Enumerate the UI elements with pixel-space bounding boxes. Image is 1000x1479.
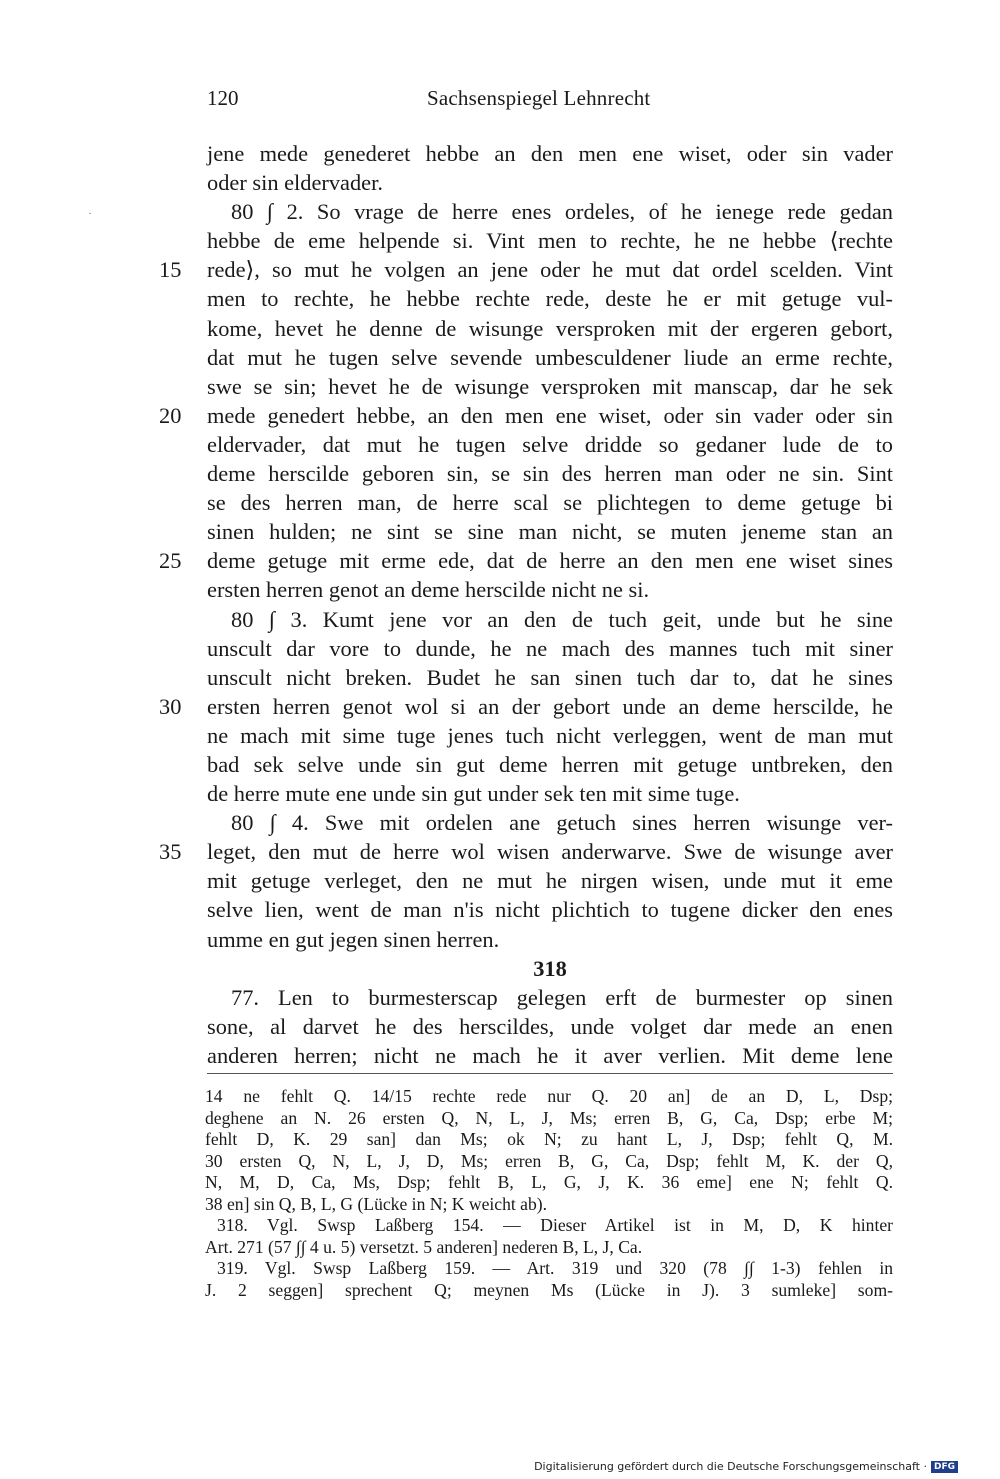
line-text: dat mut he tugen selve sevende umbesculdener liude an erme rechte,: [207, 344, 893, 370]
line-text: 80 ∫ 4. Swe mit ordelen ane getuch sines herren wisunge ver-: [231, 810, 893, 836]
line-text: ersten herren genot an deme herscilde nicht ne si.: [207, 577, 650, 603]
line-text: eldervader, dat mut he tugen selve dridde so gedaner lude de to: [207, 431, 893, 457]
text-line: [207, 663, 893, 692]
text-line: [207, 1012, 893, 1041]
line-text: oder sin eldervader.: [207, 170, 383, 196]
text-line: [207, 488, 893, 517]
text-line: [159, 692, 893, 721]
text-line: [207, 139, 893, 168]
line-text: 80 ∫ 3. Kumt jene vor an den de tuch geit, unde but he sine: [231, 606, 893, 632]
line-text: unscult dar vore to dunde, he ne mach des mannes tuch mit siner: [207, 635, 893, 661]
line-text: 77. Len to burmesterscap gelegen erft de burmester op sinen: [231, 984, 893, 1010]
line-text: sone, al darvet he des herscildes, unde volget dar mede an enen: [207, 1013, 893, 1039]
running-title: Sachsenspiegel Lehnrecht: [427, 86, 651, 110]
line-text: kome, hevet he denne de wisunge versproken mit der ergeren gebort,: [207, 315, 893, 341]
footnote-line: 318. Vgl. Swsp Laßberg 154. — Dieser Artikel ist in M, D, K hinter: [217, 1215, 893, 1235]
text-line: [207, 866, 893, 895]
digitization-credit: [534, 1460, 958, 1473]
footnote-line: 38 en] sin Q, B, L, G (Lücke in N; K weicht ab).: [205, 1193, 548, 1214]
footnote-line: 14 ne fehlt Q. 14/15 rechte rede nur Q. 20 an] de an D, L, Dsp;: [205, 1086, 893, 1106]
text-line: [159, 255, 893, 284]
text-line: [207, 779, 893, 808]
dfg-logo: DFG: [931, 1461, 958, 1473]
text-line: [207, 925, 893, 954]
text-line: [207, 1041, 893, 1070]
line-text: anderen herren; nicht ne mach he it aver verlien. Mit deme lene: [207, 1042, 893, 1068]
stray-mark: ·: [88, 206, 92, 220]
text-line: [207, 605, 893, 634]
text-line: [207, 226, 893, 255]
footnote-rule: [207, 1073, 893, 1074]
section-number: [207, 954, 893, 983]
line-text: 80 ∫ 2. So vrage de herre enes ordeles, of he ienege rede gedan: [231, 199, 893, 225]
line-number: 30: [159, 693, 182, 719]
line-text: unscult nicht breken. Budet he san sinen tuch dar to, dat he sines: [207, 664, 893, 690]
text-line: [207, 197, 893, 226]
footnote-line: 30 ersten Q, N, L, J, D, Ms; erren B, G, Ca, Dsp; fehlt M, K. der Q,: [205, 1150, 893, 1171]
text-line: [207, 517, 893, 546]
text-line: [207, 168, 893, 197]
text-line: [207, 575, 893, 604]
text-line: [207, 750, 893, 779]
page-header: [207, 86, 893, 116]
text-line: [207, 721, 893, 750]
line-text: ersten herren genot wol si an der gebort unde an deme herscilde, he: [207, 693, 893, 719]
text-line: [207, 372, 893, 401]
line-text: 318: [533, 955, 567, 981]
text-line: [207, 343, 893, 372]
line-text: de herre mute ene unde sin gut under sek ten mit sime tuge.: [207, 781, 740, 807]
text-line: [207, 983, 893, 1012]
text-line: [207, 895, 893, 924]
text-line: [207, 634, 893, 663]
line-number: 20: [159, 402, 182, 428]
footnote-line: N, M, D, Ca, Ms, Dsp; fehlt B, L, G, J, K. 36 eme] ene N; fehlt Q.: [205, 1172, 893, 1192]
line-text: hebbe de eme helpende si. Vint men to rechte, he ne hebbe ⟨rechte: [207, 228, 893, 254]
footnote-line: Art. 271 (57 ∫∫ 4 u. 5) versetzt. 5 anderen] nederen B, L, J, Ca.: [205, 1236, 643, 1257]
line-text: deme herscilde geboren sin, se sin des herren man oder ne sin. Sint: [207, 461, 893, 487]
line-number: 35: [159, 839, 182, 865]
line-number: 15: [159, 257, 182, 283]
line-text: mede genedert hebbe, an den men ene wiset, oder sin vader oder sin: [207, 402, 893, 428]
line-number: 25: [159, 548, 182, 574]
line-text: umme en gut jegen sinen herren.: [207, 926, 500, 952]
text-line: [159, 401, 893, 430]
line-text: bad sek selve unde sin gut deme herren mit getuge untbreken, den: [207, 751, 893, 777]
line-text: ne mach mit sime tuge jenes tuch nicht verleggen, went de man mut: [207, 722, 893, 748]
line-text: deme getuge mit erme ede, dat de herre an den men ene wiset sines: [207, 548, 893, 574]
footnotes: [205, 1086, 893, 1301]
line-text: leget, den mut de herre wol wisen anderwarve. Swe de wisunge aver: [207, 839, 893, 865]
footnote-line: 319. Vgl. Swsp Laßberg 159. — Art. 319 und 320 (78 ∫∫ 1-3) fehlen in: [217, 1258, 893, 1278]
footnote-line: deghene an N. 26 ersten Q, N, L, J, Ms; erren B, G, Ca, Dsp; erbe M;: [205, 1107, 893, 1128]
line-text: men to rechte, he hebbe rechte rede, deste he er mit getuge vul-: [207, 286, 893, 312]
page-number: 120: [207, 86, 239, 110]
line-text: sinen hulden; ne sint se sine man nicht, se muten jeneme stan an: [207, 519, 893, 545]
body-text: [159, 139, 893, 1070]
text-line: [207, 808, 893, 837]
line-text: selve lien, went de man n'is nicht plichtich to tugene dicker den enes: [207, 897, 893, 923]
line-text: rede⟩, so mut he volgen an jene oder he mut dat ordel scelden. Vint: [207, 257, 893, 283]
text-line: [207, 430, 893, 459]
line-text: se des herren man, de herre scal se plichtegen to deme getuge bi: [207, 490, 893, 516]
text-line: [159, 837, 893, 866]
text-line: [159, 546, 893, 575]
line-text: swe se sin; hevet he de wisunge versproken mit manscap, dar he sek: [207, 373, 893, 399]
text-line: [207, 314, 893, 343]
line-text: mit getuge verleget, den ne mut he nirgen wisen, unde mut it eme: [207, 868, 893, 894]
footnote-line: fehlt D, K. 29 san] dan Ms; ok N; zu hant L, J, Dsp; fehlt Q, M.: [205, 1129, 893, 1149]
line-text: jene mede genederet hebbe an den men ene wiset, oder sin vader: [207, 141, 893, 166]
text-line: [207, 459, 893, 488]
text-line: [207, 284, 893, 313]
credit-text: Digitalisierung gefördert durch die Deutsche Forschungsgemeinschaft ·: [534, 1460, 927, 1473]
footnote-line: J. 2 seggen] sprechent Q; meynen Ms (Lücke in J). 3 sumleke] som-: [205, 1279, 893, 1300]
